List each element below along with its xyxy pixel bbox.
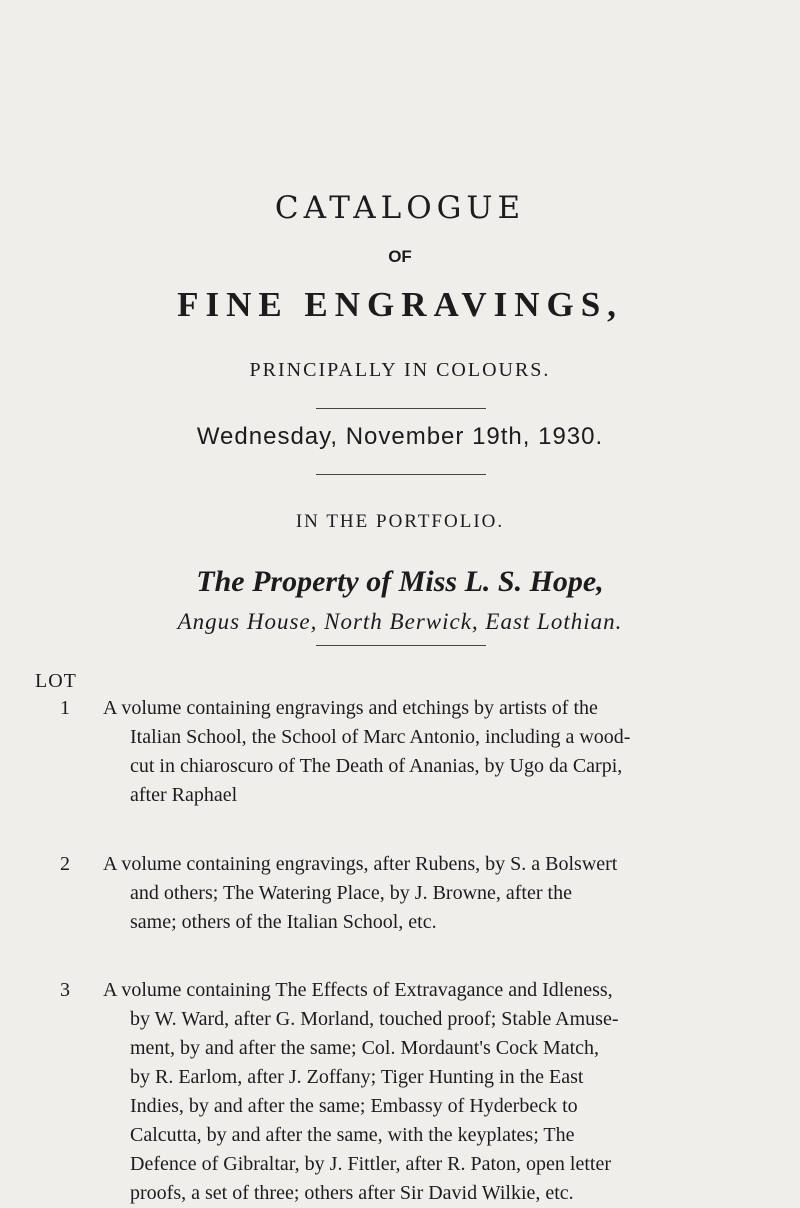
lot-line: proofs, a set of three; others after Sir David Wilkie, etc.: [130, 1182, 574, 1204]
lot-line: ment, by and after the same; Col. Mordaunt's Cock Match,: [130, 1037, 600, 1059]
lot-line: and others; The Watering Place, by J. Browne, after the: [130, 882, 572, 904]
lot-line: by W. Ward, after G. Morland, touched proof; Stable Amuse-: [130, 1008, 619, 1030]
lot-number: 1: [60, 697, 70, 719]
lot-line: Defence of Gibraltar, by J. Fittler, after R. Paton, open letter: [130, 1153, 612, 1175]
catalogue-title: CATALOGUE: [274, 190, 526, 226]
sale-date: Wednesday, November 19th, 1930.: [196, 423, 604, 450]
lot-description: [103, 976, 775, 1208]
address-line: Angus House, North Berwick, East Lothian.: [177, 609, 623, 634]
lot-heading: LOT: [35, 670, 77, 692]
lot-line: A volume containing engravings and etchings by artists of the: [103, 697, 598, 719]
lot-line: after Raphael: [130, 784, 238, 806]
lot-line: A volume containing The Effects of Extravagance and Idleness,: [103, 979, 613, 1001]
lot-line: same; others of the Italian School, etc.: [130, 911, 437, 933]
lot-description: [103, 694, 775, 810]
divider-bottom: [316, 645, 486, 646]
lot-line: Calcutta, by and after the same, with the keyplates; The: [130, 1124, 575, 1146]
divider-middle: [316, 474, 486, 475]
of-word: OF: [388, 247, 412, 266]
property-line: The Property of Miss L. S. Hope,: [196, 565, 604, 598]
principally-line: PRINCIPALLY IN COLOURS.: [249, 359, 551, 381]
lot-number: 3: [60, 979, 70, 1001]
portfolio-line: IN THE PORTFOLIO.: [295, 511, 505, 532]
lot-line: Italian School, the School of Marc Antonio, including a wood-: [130, 726, 631, 748]
lot-line: Indies, by and after the same; Embassy of Hyderbeck to: [130, 1095, 578, 1117]
lot-line: by R. Earlom, after J. Zoffany; Tiger Hunting in the East: [130, 1066, 584, 1088]
lot-number: 2: [60, 853, 70, 875]
subject-title: FINE ENGRAVINGS,: [177, 285, 623, 324]
lot-line: cut in chiaroscuro of The Death of Ananias, by Ugo da Carpi,: [130, 755, 623, 777]
lot-line: A volume containing engravings, after Rubens, by S. a Bolswert: [103, 853, 618, 875]
lot-description: [103, 850, 775, 937]
divider-top: [316, 408, 486, 409]
